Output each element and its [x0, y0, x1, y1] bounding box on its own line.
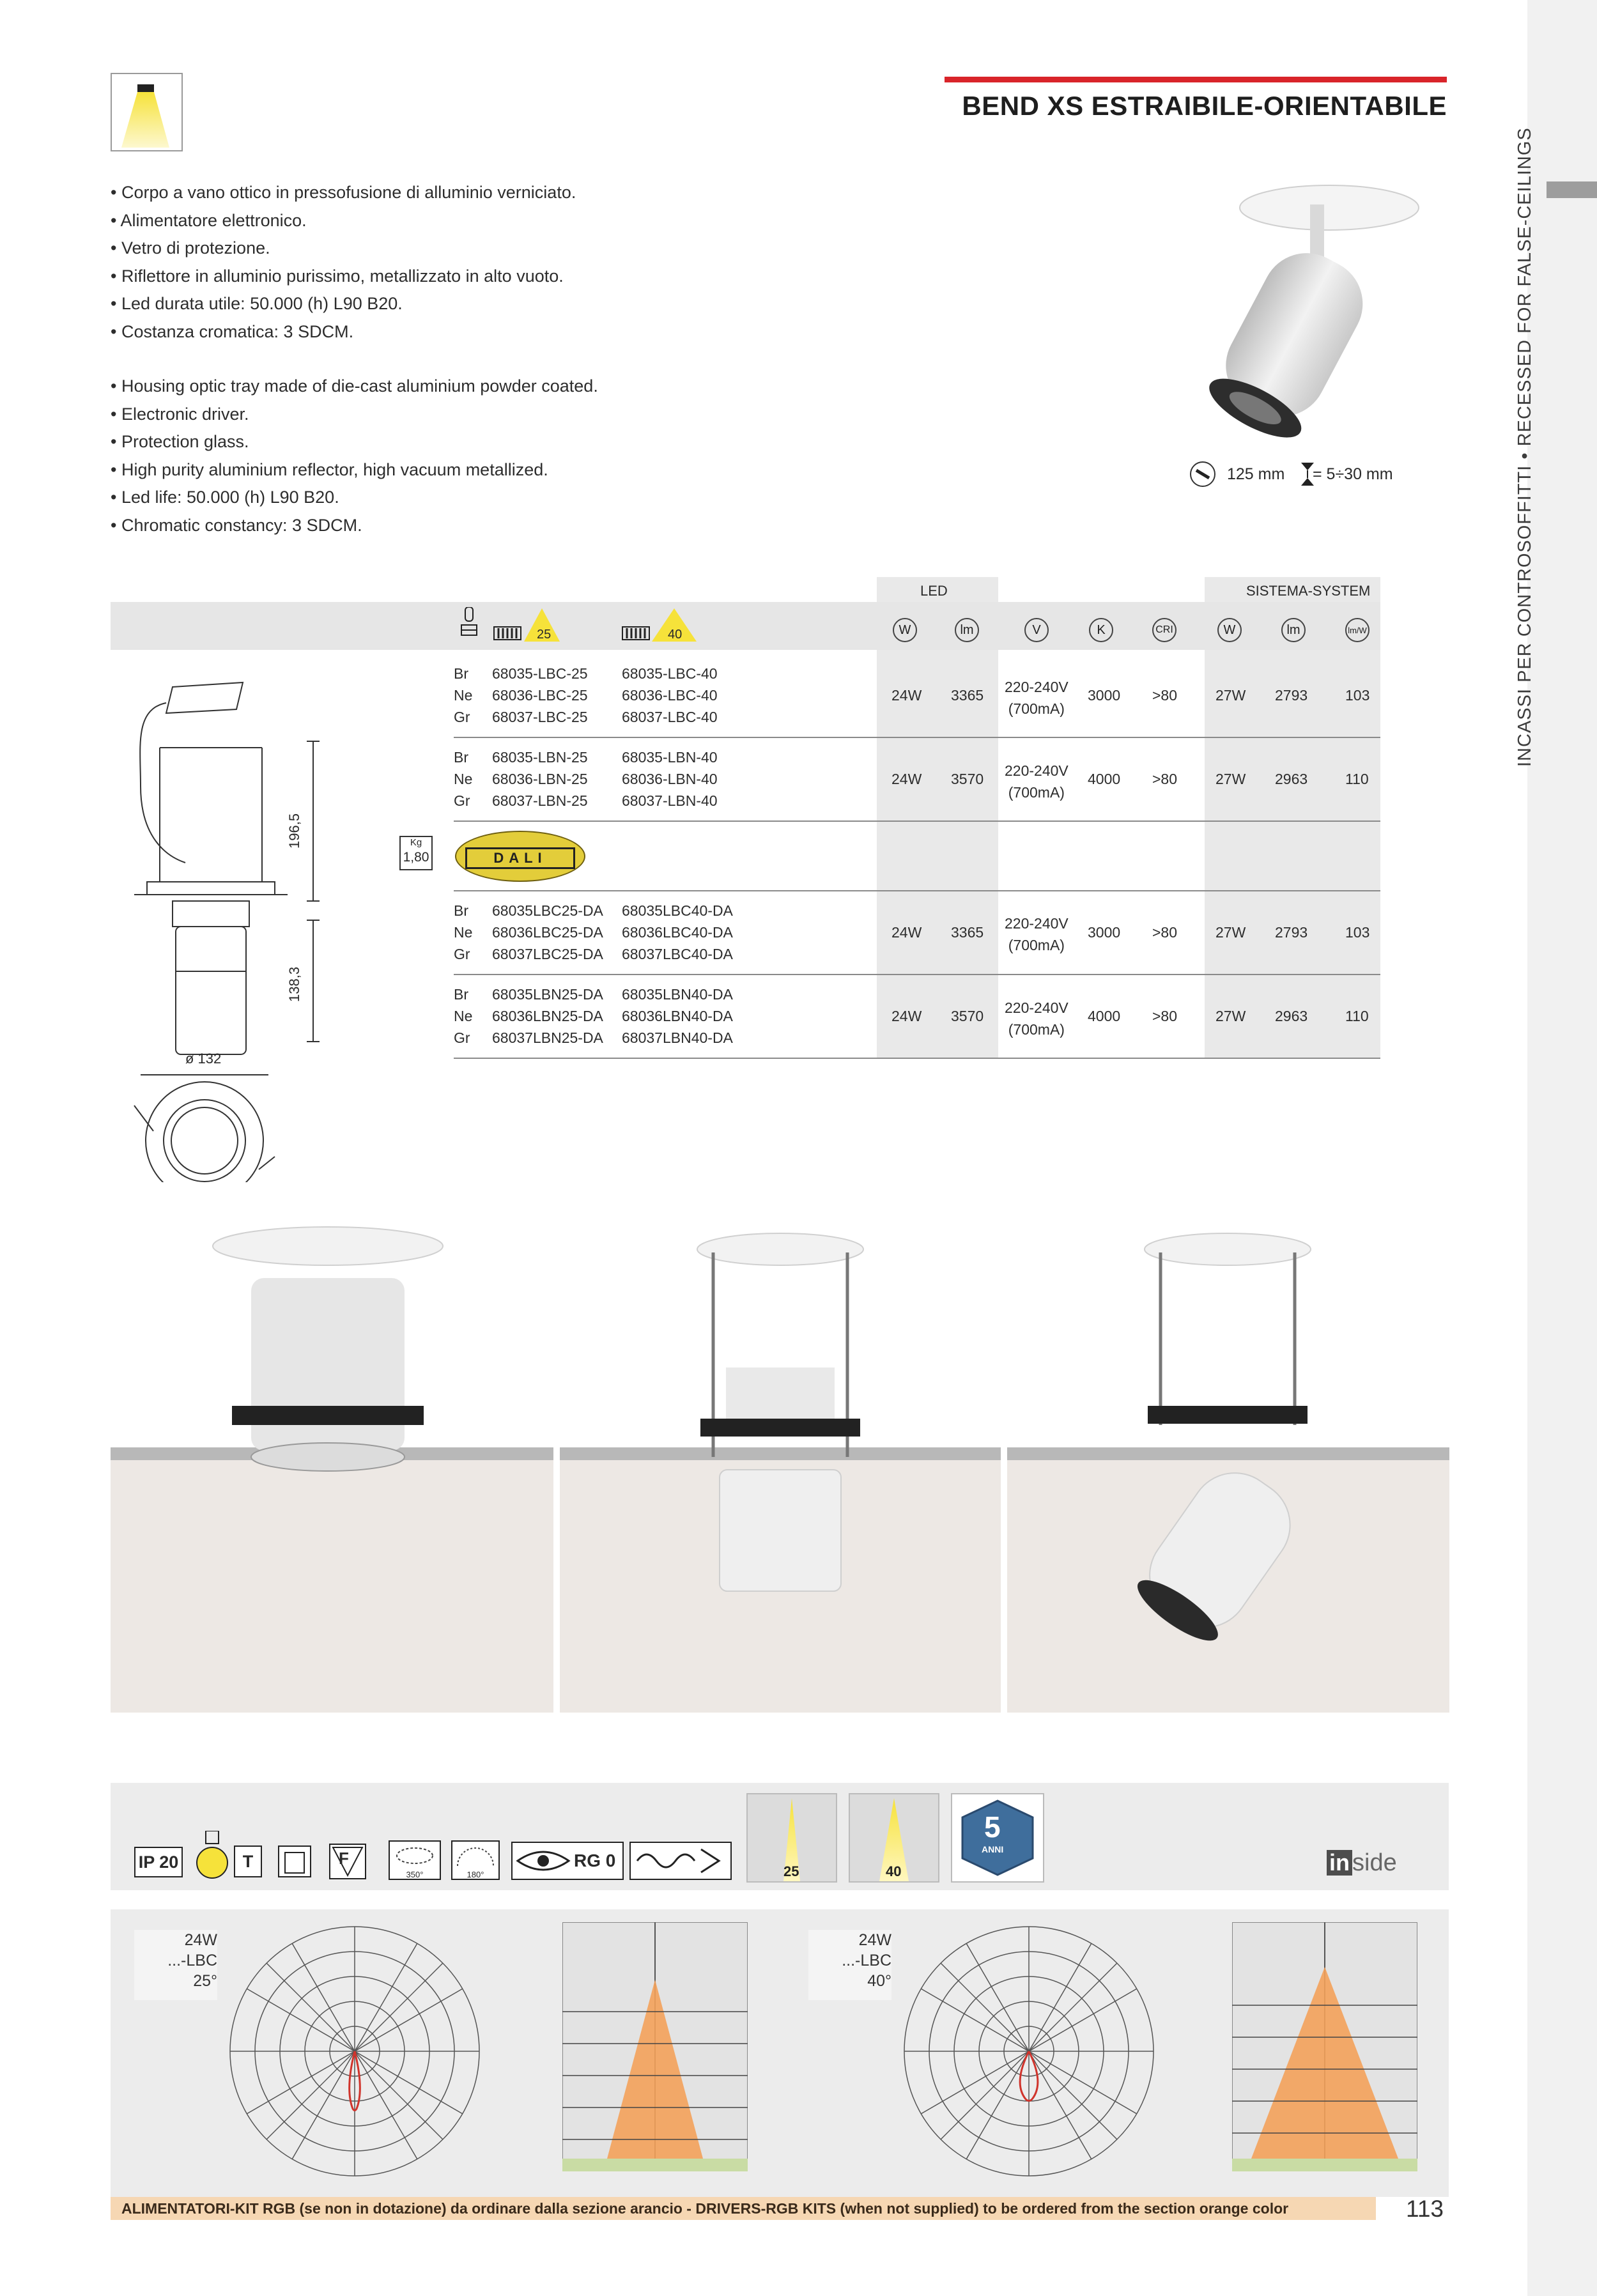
codes-25: 68035LBN25-DA 68036LBN25-DA 68037LBN25-DA [492, 986, 603, 1046]
beam-40-label: 40 [668, 628, 683, 642]
led-module-icon [493, 626, 521, 640]
diameter: ø 132 [185, 1051, 222, 1067]
bullet: • Led life: 50.000 (h) L90 B20. [111, 488, 339, 507]
weight-unit: Kg [410, 837, 422, 848]
rotation-icon [389, 1840, 441, 1880]
voltage-icon: V [1024, 618, 1049, 642]
installation-photo-tilted [1007, 1214, 1449, 1713]
led-lumen: 3570 [951, 771, 984, 787]
spotlight-icon [460, 607, 478, 638]
product-photo [1195, 169, 1431, 451]
color-temperature: 3000 [1088, 687, 1121, 704]
illuminance-cone-40 [1232, 1922, 1417, 2171]
kelvin-icon: K [1089, 618, 1113, 642]
f-mark-letter: F [339, 1849, 349, 1868]
inside-logo-side: side [1352, 1849, 1397, 1876]
efficacy: 103 [1345, 924, 1370, 941]
photometry-label-25 [134, 1930, 217, 2000]
photometry-label-text: 24W ...-LBC 25° [167, 1931, 217, 1990]
bullet: • Costanza cromatica: 3 SDCM. [111, 321, 354, 341]
led-module-icon [622, 626, 650, 640]
risk-group-label: RG 0 [574, 1851, 616, 1870]
system-lumen: 2793 [1275, 687, 1308, 704]
bullet: • Corpo a vano ottico in pressofusione di alluminio verniciato. [111, 183, 576, 202]
dali-logo-text: DALI [465, 847, 575, 869]
system-power-icon: W [1217, 618, 1242, 642]
bullet: • Housing optic tray made of die-cast aluminium powder coated. [111, 376, 598, 396]
led-lumen: 3365 [951, 924, 984, 941]
title-accent-bar [945, 77, 1447, 82]
page-title: BEND XS ESTRAIBILE-ORIENTABILE [962, 91, 1447, 121]
led-power: 24W [891, 687, 922, 704]
codes-25: 68035-LBC-25 68036-LBC-25 68037-LBC-25 [492, 665, 588, 725]
tilt-icon [451, 1840, 500, 1880]
hole-diameter-icon [1190, 461, 1215, 487]
finishes: Br Ne Gr [454, 902, 473, 962]
photometry-label-40 [808, 1930, 891, 2000]
photobiological-safety-badge [511, 1842, 624, 1880]
class-ii-icon [278, 1845, 311, 1877]
inside-logo [1327, 1850, 1397, 1876]
polar-diagram-40 [891, 1917, 1166, 2185]
system-lumen: 2963 [1275, 1008, 1308, 1024]
led-lumen: 3365 [951, 687, 984, 704]
voltage: 220-240V (700mA) [1005, 762, 1069, 801]
codes-40: 68035-LBC-40 68036-LBC-40 68037-LBC-40 [622, 665, 718, 725]
led-lumen: 3570 [951, 1008, 984, 1024]
row-divider [454, 821, 1380, 822]
bullet: • Chromatic constancy: 3 SDCM. [111, 515, 362, 535]
system-lumen-icon: lm [1281, 618, 1306, 642]
system-power: 27W [1215, 687, 1246, 704]
ip-rating-badge: IP 20 [134, 1847, 183, 1877]
weight-value: 1,80 [403, 850, 429, 865]
system-power: 27W [1215, 924, 1246, 941]
bullet: • Led durata utile: 50.000 (h) L90 B20. [111, 294, 403, 313]
footer-note: ALIMENTATORI-KIT RGB (se non in dotazione) da ordinare dalla sezione arancio - DRIVERS-RGB KITS (when not supplied) to be ordered from the section orange color [121, 2200, 1289, 2217]
description-english [111, 373, 598, 539]
codes-40: 68035-LBN-40 68036-LBN-40 68037-LBN-40 [622, 749, 718, 809]
voltage: 220-240V (700mA) [1005, 679, 1069, 717]
t-mark-icon: T [234, 1845, 262, 1877]
led-power: 24W [891, 924, 922, 941]
cri: >80 [1152, 687, 1178, 704]
side-tab [1547, 181, 1597, 198]
dali-logo [455, 831, 585, 882]
bullet: • Protection glass. [111, 432, 249, 451]
codes-40: 68035LBN40-DA 68036LBN40-DA 68037LBN40-DA [622, 986, 733, 1046]
color-temperature: 4000 [1088, 771, 1121, 787]
cri: >80 [1152, 1008, 1178, 1024]
codes-40: 68035LBC40-DA 68036LBC40-DA 68037LBC40-DA [622, 902, 733, 962]
bullet: • Alimentatore elettronico. [111, 210, 307, 230]
cri: >80 [1152, 924, 1178, 941]
codes-25: 68035-LBN-25 68036-LBN-25 68037-LBN-25 [492, 749, 588, 809]
voltage: 220-240V (700mA) [1005, 999, 1069, 1038]
finishes: Br Ne Gr [454, 665, 473, 725]
row-divider [454, 737, 1380, 738]
color-temperature: 4000 [1088, 1008, 1121, 1024]
cri-icon: CRI [1152, 618, 1177, 642]
efficacy-icon: lm/W [1345, 618, 1369, 642]
warranty-label: ANNI [982, 1844, 1004, 1854]
efficacy: 110 [1345, 771, 1369, 787]
bullet: • Electronic driver. [111, 404, 249, 424]
bullet: • Riflettore in alluminio purissimo, metallizzato in alto vuoto. [111, 266, 564, 286]
led-power: 24W [891, 1008, 922, 1024]
led-power: 24W [891, 771, 922, 787]
beam-25-label: 25 [537, 628, 552, 642]
rotation-value: 350° [406, 1870, 424, 1879]
system-lumen: 2793 [1275, 924, 1308, 941]
efficacy: 110 [1345, 1008, 1369, 1024]
installation-photo-extracted [560, 1214, 1001, 1713]
codes-25: 68035LBC25-DA 68036LBC25-DA 68037LBC25-DA [492, 902, 603, 962]
power-icon: W [893, 618, 917, 642]
group-system: SISTEMA-SYSTEM [1246, 583, 1371, 599]
technical-drawing [115, 671, 358, 1182]
voltage: 220-240V (700mA) [1005, 915, 1069, 953]
system-lumen: 2963 [1275, 771, 1308, 787]
finishes: Br Ne Gr [454, 749, 473, 809]
efficacy: 103 [1345, 687, 1370, 704]
lamp-heat-icon [192, 1831, 233, 1881]
polar-diagram-25 [217, 1917, 492, 2185]
height-top: 196,5 [286, 813, 302, 849]
tilt-value: 180° [467, 1870, 484, 1879]
group-led: LED [920, 583, 948, 599]
table-header-band [111, 602, 1380, 650]
height-bottom: 138,3 [286, 966, 302, 1002]
downlight-category-icon [111, 73, 183, 151]
ceiling-thickness: = 5÷30 mm [1313, 465, 1393, 483]
warranty-years: 5 [984, 1810, 1001, 1844]
section-label: INCASSI PER CONTROSOFFITTI • RECESSED FOR FALSE-CEILINGS [1515, 127, 1535, 767]
system-power: 27W [1215, 771, 1246, 787]
illuminance-cone-25 [562, 1922, 748, 2171]
lumen-icon: lm [955, 618, 979, 642]
system-power: 27W [1215, 1008, 1246, 1024]
photometry-label-text: 24W ...-LBC 40° [842, 1931, 891, 1990]
hole-size: 125 mm [1227, 465, 1285, 483]
description-italian [111, 179, 576, 346]
beam-40-value: 40 [886, 1863, 902, 1879]
beam-25-value: 25 [783, 1863, 799, 1879]
inside-logo-in: in [1327, 1850, 1352, 1876]
color-temperature: 3000 [1088, 924, 1121, 941]
bullet: • Vetro di protezione. [111, 238, 270, 258]
row-divider [454, 890, 1380, 891]
weight-badge [399, 836, 433, 870]
bullet: • High purity aluminium reflector, high vacuum metallized. [111, 459, 548, 479]
installation-photo-recessed [111, 1214, 553, 1713]
cri: >80 [1152, 771, 1178, 787]
eye-icon [513, 1848, 574, 1874]
dimmable-icon [629, 1842, 732, 1880]
finishes: Br Ne Gr [454, 986, 473, 1046]
ceiling-thickness-icon [1301, 463, 1314, 486]
row-divider [454, 974, 1380, 975]
row-divider [454, 1058, 1380, 1059]
page-number: 113 [1406, 2196, 1444, 2222]
